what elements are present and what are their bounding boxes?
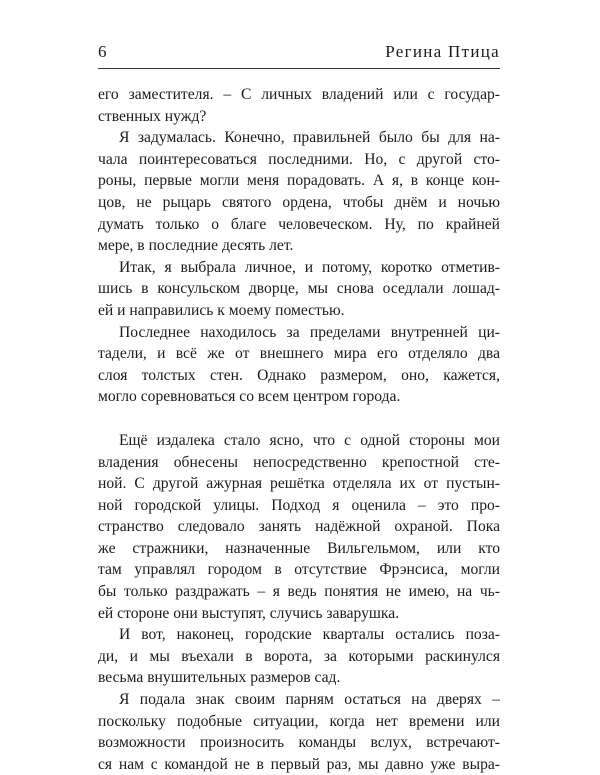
text-line: владения обнесены непосредственно крепостной сте- — [98, 453, 500, 471]
text-line: весьма внушительных размеров сад. — [98, 669, 341, 687]
text-line: Итак, я выбрала личное, и потому, коротко отметив- — [119, 258, 500, 276]
text-line: там управлял городом в отсутствие Фрэнсиса, могли — [98, 561, 500, 579]
page-number: 6 — [98, 42, 107, 61]
text-line: ей стороне они выступят, случись заварушка. — [98, 604, 400, 622]
text-line: Последнее находилось за пределами внутренней ци- — [119, 323, 500, 341]
running-head: Регина Птица — [385, 42, 500, 61]
text-line: мере, в последние десять лет. — [98, 237, 294, 255]
text-line: ся нам с командой не в первый раз, мы давно уже выра- — [98, 755, 500, 773]
text-line: роны, первые могли меня порадовать. А я, в конце кон- — [98, 172, 500, 190]
text-line: ственных нужд? — [98, 107, 207, 125]
text-line: ной. С другой ажурная решётка отделяла их от пустын- — [98, 475, 500, 493]
text-line: ной городской улицы. Подход я оценила – это про- — [98, 496, 500, 514]
text-line: его заместителя. – С личных владений или с государ- — [98, 86, 500, 103]
page-header — [98, 38, 500, 69]
text-line: слоя толстых стен. Однако размером, оно, кажется, — [98, 366, 500, 384]
text-line: думать только о благе человеческом. Ну, по крайней — [98, 215, 500, 233]
text-line: чала поинтересоваться последними. Но, с другой сто- — [98, 150, 500, 168]
text-line: ей и направились к моему поместью. — [98, 301, 345, 319]
text-line: могло соревноваться со всем центром города. — [98, 388, 401, 406]
text-line: Ещё издалека стало ясно, что с одной стороны мои — [119, 431, 500, 449]
text-line: шись в консульском дворце, мы снова оседлали лошад- — [98, 280, 500, 298]
text-line: бы только раздражать – я ведь понятия не имею, на чь- — [98, 583, 500, 601]
text-section-1 — [98, 84, 500, 408]
text-line: Я задумалась. Конечно, правильней было бы для на- — [119, 129, 500, 147]
text-line: Я подала знак своим парням остаться на дверях – — [119, 691, 500, 709]
text-line: И вот, наконец, городские кварталы остались поза- — [119, 626, 500, 644]
text-line: поскольку подобные ситуации, когда нет времени или — [98, 712, 500, 730]
text-line: возможности произносить команды вслух, встречают- — [98, 734, 500, 752]
section-break — [98, 408, 500, 430]
text-line: же стражники, назначенные Вильгельмом, или кто — [98, 539, 500, 557]
text-line: тадели, и всё же от внешнего мира его отделяло два — [98, 345, 500, 363]
text-line: цов, не рыцарь святого ордена, чтобы днём и ночью — [98, 193, 500, 211]
text-section-2 — [98, 430, 500, 775]
text-line: ди, и мы въехали в ворота, за которыми раскинулся — [98, 647, 500, 665]
text-line: странство следовало занять надёжной охраной. Пока — [98, 518, 500, 536]
body-text — [98, 84, 500, 775]
